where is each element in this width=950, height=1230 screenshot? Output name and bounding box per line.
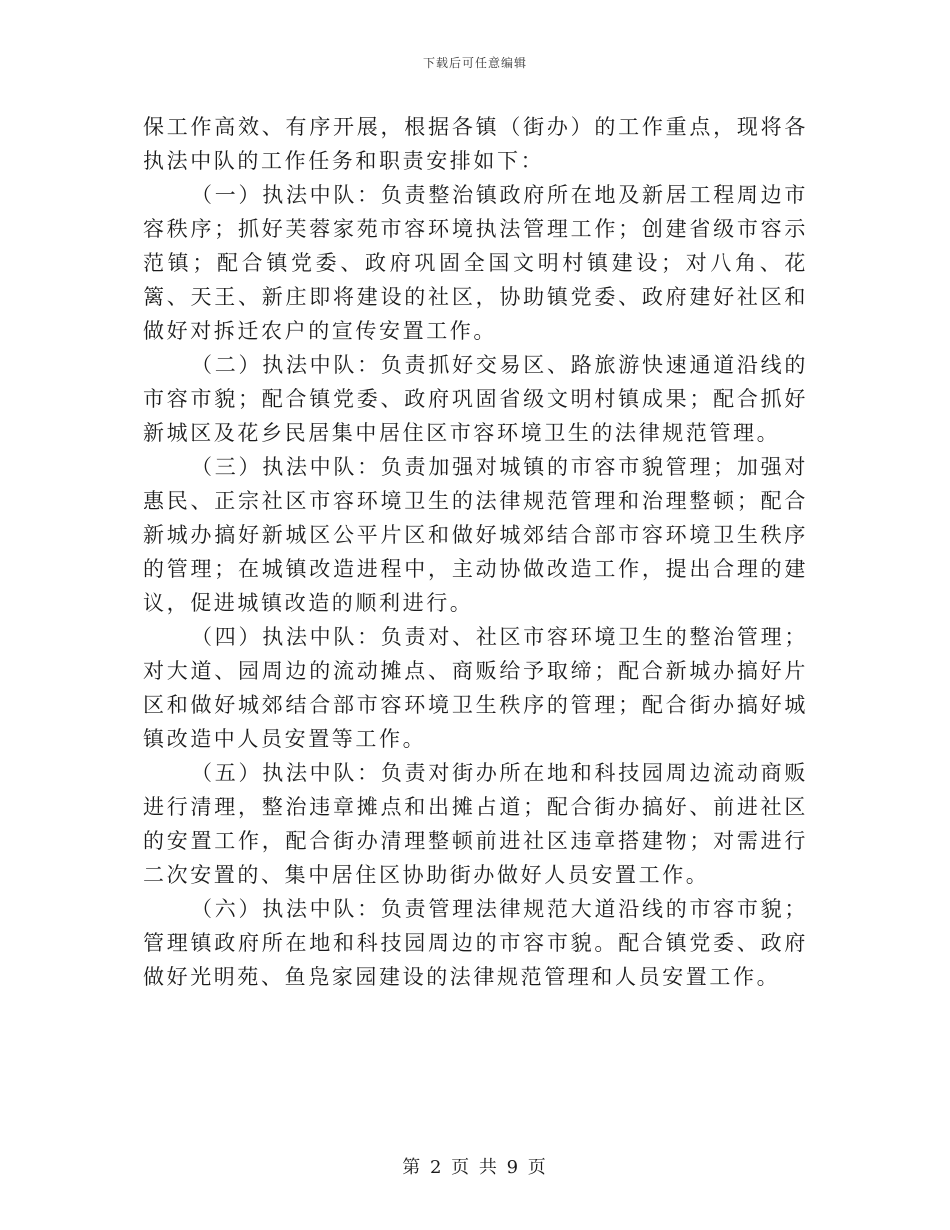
paragraph-item-3: （三）执法中队：负责加强对城镇的市容市貌管理；加强对惠民、正宗社区市容环境卫生的法律规范管理和治理整顿；配合新城办搞好新城区公平片区和做好城郊结合部市容环境卫生秩序的管理；在城镇改造进程中，主动协做改造工作，提出合理的建议，促进城镇改造的顺利进行。 bbox=[143, 455, 808, 615]
paragraph-item-2: （二）执法中队：负责抓好交易区、路旅游快速通道沿线的市容市貌；配合镇党委、政府巩固省级文明村镇成果；配合抓好新城区及花乡民居集中居住区市容环境卫生的法律规范管理。 bbox=[143, 353, 808, 445]
paragraph-item-5: （五）执法中队：负责对街办所在地和科技园周边流动商贩进行清理，整治违章摊点和出摊占道；配合街办搞好、前进社区的安置工作，配合街办清理整顿前进社区违章搭建物；对需进行二次安置的、集中居住区协助街办做好人员安置工作。 bbox=[143, 761, 808, 887]
page-number: 第 2 页 共 9 页 bbox=[402, 1157, 548, 1178]
header-note: 下载后可任意编辑 bbox=[422, 56, 527, 70]
paragraph-item-1: （一）执法中队：负责整治镇政府所在地及新居工程周边市容秩序；抓好芙蓉家苑市容环境执法管理工作；创建省级市容示范镇；配合镇党委、政府巩固全国文明村镇建设；对八角、花篱、天王、新庄即将建设的社区，协助镇党委、政府建好社区和做好对拆迁农户的宣传安置工作。 bbox=[143, 183, 808, 343]
paragraph-item-4: （四）执法中队：负责对、社区市容环境卫生的整治管理；对大道、园周边的流动摊点、商贩给予取缔；配合新城办搞好片区和做好城郊结合部市容环境卫生秩序的管理；配合街办搞好城镇改造中人员安置等工作。 bbox=[143, 625, 808, 751]
document-body bbox=[143, 110, 808, 994]
paragraph-item-6: （六）执法中队：负责管理法律规范大道沿线的市容市貌；管理镇政府所在地和科技园周边的市容市貌。配合镇党委、政府做好光明苑、鱼凫家园建设的法律规范管理和人员安置工作。 bbox=[143, 897, 808, 989]
paragraph-intro: 保工作高效、有序开展，根据各镇（街办）的工作重点，现将各执法中队的工作任务和职责安排如下： bbox=[143, 115, 808, 173]
